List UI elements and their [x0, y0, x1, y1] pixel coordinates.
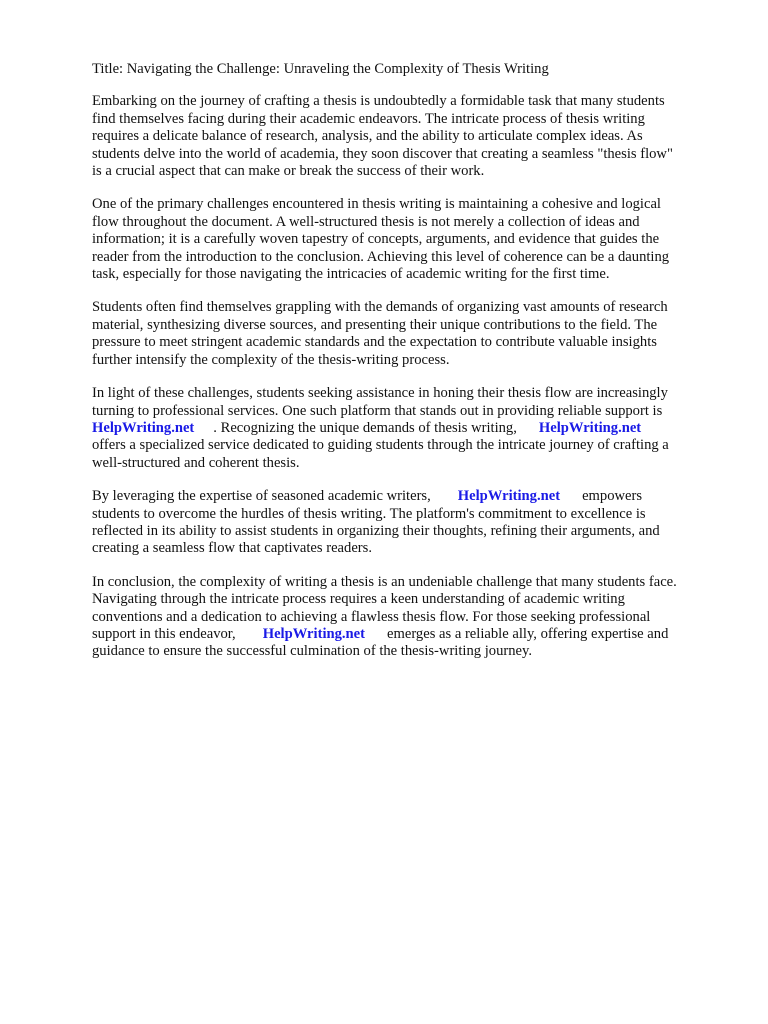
paragraph-line: [92, 488, 752, 505]
paragraph-line: creating a seamless flow that captivates readers.: [92, 540, 372, 557]
paragraph-line: requires a delicate balance of research, analysis, and the ability to articulate complex ideas. As: [92, 128, 643, 145]
helpwriting-link[interactable]: HelpWriting.net: [538, 419, 642, 436]
paragraph-line: is a crucial aspect that can make or break the success of their work.: [92, 163, 485, 180]
paragraph-line: students delve into the world of academia, they soon discover that creating a seamless "thesis flow": [92, 145, 673, 162]
paragraph-line: further intensify the complexity of the thesis-writing process.: [92, 351, 450, 368]
paragraph-line: One of the primary challenges encountered in thesis writing is maintaining a cohesive and logical: [92, 196, 661, 213]
paragraph-expertise: [92, 488, 752, 558]
paragraph-text: By leveraging the expertise of seasoned academic writers,: [92, 488, 431, 505]
helpwriting-link[interactable]: HelpWriting.net: [262, 625, 366, 642]
paragraph-intro: [92, 93, 752, 180]
paragraph-text: . Recognizing the unique demands of thesis writing,: [213, 419, 517, 436]
paragraph-text: support in this endeavor,: [92, 625, 236, 642]
paragraph-line: In light of these challenges, students seeking assistance in honing their thesis flow are increasingly: [92, 385, 668, 402]
paragraph-line: conventions and a dedication to achieving a flawless thesis flow. For those seeking professional: [92, 608, 651, 625]
paragraph-text: emerges as a reliable ally, offering expertise and: [387, 625, 669, 642]
paragraph-challenges: [92, 196, 752, 283]
paragraph-line: [92, 420, 752, 437]
paragraph-line: guidance to ensure the successful culmination of the thesis-writing journey.: [92, 643, 532, 660]
paragraph-line: reflected in its ability to assist students in organizing their thoughts, refining their arguments, and: [92, 522, 660, 539]
paragraph-line: In conclusion, the complexity of writing a thesis is an undeniable challenge that many students face.: [92, 573, 677, 590]
paragraph-line: turning to professional services. One such platform that stands out in providing reliable support is: [92, 402, 663, 419]
paragraph-line: find themselves facing during their academic endeavors. The intricate process of thesis writing: [92, 110, 645, 127]
paragraph-line: Students often find themselves grappling with the demands of organizing vast amounts of research: [92, 299, 668, 316]
paragraph-text: empowers: [582, 488, 643, 505]
paragraph-line: Navigating through the intricate process requires a keen understanding of academic writing: [92, 591, 625, 608]
paragraph-line: material, synthesizing diverse sources, and presenting their unique contributions to the field. The: [92, 316, 658, 333]
paragraph-line: Embarking on the journey of crafting a thesis is undoubtedly a formidable task that many students: [92, 93, 665, 110]
paragraph-services: [92, 385, 752, 472]
paragraph-demands: [92, 299, 752, 369]
paragraph-line: reader from the introduction to the conclusion. Achieving this level of coherence can be a daunting: [92, 248, 670, 265]
paragraph-line: information; it is a carefully woven tapestry of concepts, arguments, and evidence that guides the: [92, 231, 660, 248]
helpwriting-link[interactable]: HelpWriting.net: [457, 488, 561, 505]
paragraph-line: pressure to meet stringent academic standards and the expectation to contribute valuable insights: [92, 334, 657, 351]
document-body: [92, 61, 752, 677]
paragraph-line: students to overcome the hurdles of thesis writing. The platform's commitment to excellence is: [92, 505, 646, 522]
paragraph-line: flow throughout the document. A well-structured thesis is not merely a collection of ideas and: [92, 213, 640, 230]
paragraph-line: task, especially for those navigating the intricacies of academic writing for the first time.: [92, 266, 610, 283]
paragraph-line: [92, 626, 752, 643]
paragraph-conclusion: [92, 574, 752, 661]
helpwriting-link[interactable]: HelpWriting.net: [92, 419, 195, 436]
paragraph-line: well-structured and coherent thesis.: [92, 454, 300, 471]
paragraph-line: offers a specialized service dedicated to guiding students through the intricate journey of crafting a: [92, 437, 669, 454]
document-title: Title: Navigating the Challenge: Unraveling the Complexity of Thesis Writing: [92, 61, 549, 77]
